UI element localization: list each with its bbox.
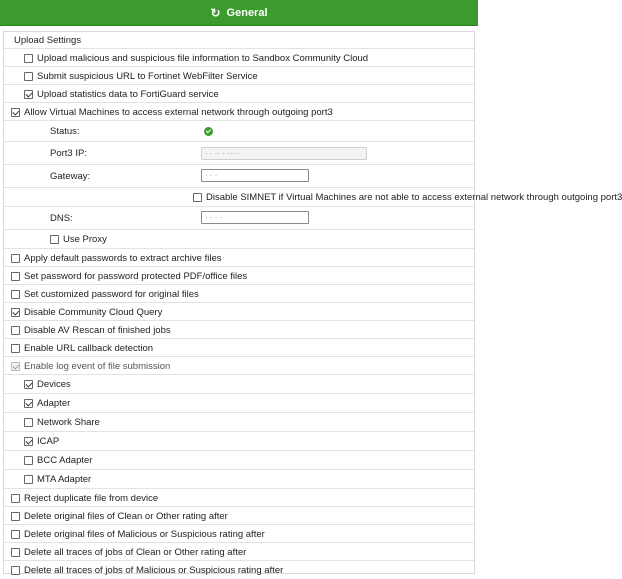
settings-panel [3,31,622,576]
checkbox[interactable] [24,72,33,81]
log-item-row[interactable] [4,376,474,394]
log-item-row[interactable] [4,414,474,432]
checkbox[interactable] [24,54,33,63]
option-row[interactable] [4,562,474,579]
checkbox[interactable] [11,308,20,317]
option-label: Apply default passwords to extract archive files [24,252,222,264]
vm-access-row[interactable] [4,104,474,121]
checkbox[interactable] [11,290,20,299]
gateway-label: Gateway: [50,171,91,182]
checkbox[interactable] [24,399,33,408]
log-item-row[interactable] [4,433,474,451]
checkbox[interactable] [11,566,20,575]
checkbox[interactable] [11,326,20,335]
checkbox[interactable] [24,475,33,484]
refresh-icon: ↻ [210,5,221,20]
log-item-row[interactable] [4,471,474,489]
option-row[interactable] [4,304,474,321]
option-row[interactable] [4,490,474,507]
header-title: General [226,6,268,19]
port3-row [4,143,474,165]
checkbox[interactable] [11,344,20,353]
option-label: Disable AV Rescan of finished jobs [24,324,171,336]
checkbox[interactable] [193,193,202,202]
checkbox [11,362,20,371]
option-row[interactable] [4,526,474,543]
general-header[interactable] [0,0,478,26]
option-row[interactable] [4,544,474,561]
checkbox[interactable] [50,235,59,244]
option-label: Adapter [37,398,71,409]
section-title: Upload Settings [14,34,82,46]
checkbox[interactable] [24,437,33,446]
option-row[interactable] [4,322,474,339]
option-row[interactable] [4,508,474,525]
option-label: Delete all traces of jobs of Clean or Other rating after [24,546,247,558]
checkbox[interactable] [11,512,20,521]
checkbox[interactable] [24,418,33,427]
option-label: ICAP [37,436,60,447]
port3-ip-field: · · ·· · ····· [201,147,367,160]
option-label: Reject duplicate file from device [24,492,159,504]
option-row[interactable] [4,268,474,285]
option-label: Network Share [37,417,100,428]
proxy-label: Use Proxy [63,234,107,245]
gateway-input[interactable]: · · · [201,169,309,182]
upload-option-row[interactable] [4,68,474,85]
section-upload-settings [4,32,474,49]
option-row[interactable] [4,250,474,267]
upload-option-row[interactable] [4,50,474,67]
option-label: Enable URL callback detection [24,342,154,354]
option-row[interactable] [4,340,474,357]
proxy-row[interactable] [4,231,474,249]
checkbox[interactable] [11,254,20,263]
status-label: Status: [50,126,80,137]
log-item-row[interactable] [4,452,474,470]
option-label: MTA Adapter [37,474,92,485]
option-label: Delete all traces of jobs of Malicious or Suspicious rating after [24,565,284,576]
upload-option-row[interactable] [4,86,474,103]
checkbox[interactable] [24,456,33,465]
checkbox[interactable] [11,494,20,503]
option-label: Devices [37,379,71,390]
option-label: BCC Adapter [37,455,93,466]
log-item-row[interactable] [4,395,474,413]
checkbox[interactable] [11,272,20,281]
checkbox[interactable] [11,108,20,117]
option-label: Upload statistics data to FortiGuard service [37,88,219,100]
dns-input[interactable]: · · · · [201,211,309,224]
vm-status-row [4,122,474,142]
gateway-row [4,166,474,188]
option-label: Allow Virtual Machines to access external network through outgoing port3 [24,106,333,118]
option-label: Disable Community Cloud Query [24,306,163,318]
checkbox[interactable] [11,530,20,539]
simnet-row[interactable] [4,189,622,207]
option-label: Submit suspicious URL to Fortinet WebFilter Service [37,70,258,82]
checkbox[interactable] [11,548,20,557]
dns-row [4,208,474,230]
port3-label: Port3 IP: [50,148,87,159]
option-row[interactable] [4,286,474,303]
option-label: Enable log event of file submission [24,360,171,372]
option-label: Upload malicious and suspicious file information to Sandbox Community Cloud [37,52,369,64]
option-label: Set password for password protected PDF/office files [24,270,248,282]
checkbox[interactable] [24,380,33,389]
log-event-row [4,358,474,375]
simnet-label: Disable SIMNET if Virtual Machines are not able to access external network through outgoing port3 [206,192,622,203]
option-label: Set customized password for original files [24,288,199,300]
option-label: Delete original files of Malicious or Suspicious rating after [24,528,265,540]
check-circle-icon [204,127,213,136]
dns-label: DNS: [50,213,73,224]
option-label: Delete original files of Clean or Other rating after [24,510,228,522]
checkbox[interactable] [24,90,33,99]
